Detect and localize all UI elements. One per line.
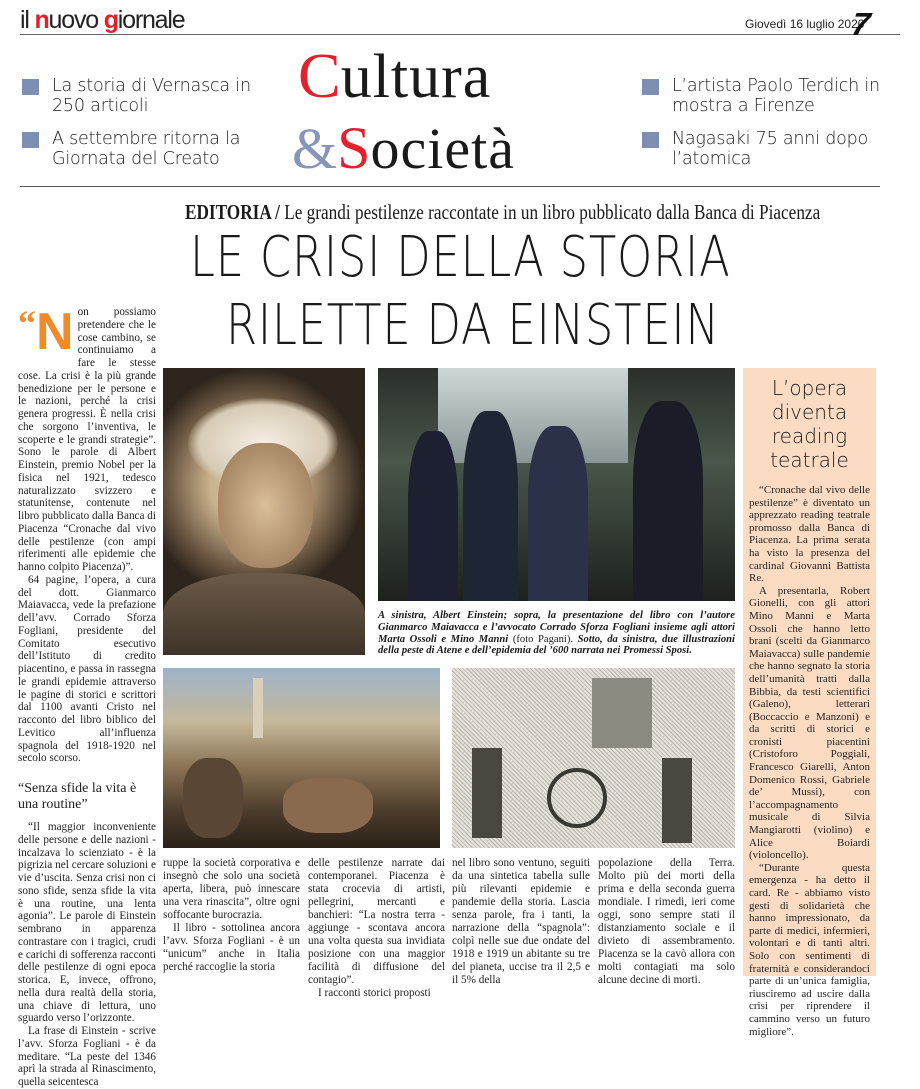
kicker-text: Le grandi pestilenze raccontate in un libro pubblicato dalla Banca di Piacenza: [279, 200, 821, 224]
section-initial-c: C: [298, 40, 341, 111]
paragraph: “Cronache dal vivo delle pestilenze” è diventato un apprezzato reading teatrale promosso dalla Banca di Piacenza. La prima serata ha visto la presenza del cardinal Giovanni Battista Re.: [749, 484, 870, 585]
teasers-left: [22, 76, 262, 182]
teasers-right: [642, 76, 882, 182]
ampersand: &: [292, 116, 338, 181]
logo-part: iornale: [117, 6, 185, 34]
headline-line-1: LE CRISI DELLA STORIA: [190, 225, 731, 290]
subheading: “Senza sfide la vita è una routine”: [18, 781, 137, 812]
section-initial-s: S: [337, 115, 371, 181]
kicker: [185, 200, 821, 225]
page-number: 7: [849, 6, 873, 42]
article-column-5: [598, 857, 735, 987]
paragraph: A presentarla, Robert Gionelli, con gli attori Mino Manni e Marta Ossoli che hanno letto brani (scelti da Gianmarco Maiavacca) sulle pandemie che hanno segnato la storia dell’umanità tratti dalla Bibbia, da testi scientifici (Galeno), letterari (Boccaccio e Manzoni) e da scritti di storici e cronisti piacentini (Cristoforo Poggiali, Francesco Giarelli, Anton Domenico Rossi, Gabriele de’ Mussi), con l’accompagnamento musicale di Silvia Mangiarotti (violino) e Alice Boiardi (violoncello).: [749, 584, 870, 862]
einstein-photo: [163, 368, 365, 655]
drop-letter: N: [36, 303, 74, 361]
section-title-cultura-societa: [292, 40, 612, 184]
article-column-4: [452, 857, 590, 987]
header-rule: [20, 34, 900, 35]
teaser[interactable]: [642, 129, 882, 169]
logo-part: il: [20, 6, 35, 34]
paragraph: ruppe la società corporativa e insegnò che solo una società aperta, libera, può innescare una vera rinascita”, oltre ogni soffocante burocrazia.: [163, 857, 300, 921]
teaser-text: Nagasaki 75 anni dopo l’atomica: [672, 129, 869, 169]
caption-text: Sotto, da sinistra, due illustrazioni della peste di Atene e dell’epidemia del ’600 narrata nei Promessi Sposi.: [378, 633, 735, 657]
section-rule: [20, 186, 880, 187]
logo-part: g: [103, 6, 118, 34]
photo-credit: (foto Pagani).: [512, 633, 574, 645]
section-word-cultura: ultura: [340, 43, 492, 111]
paragraph: nel libro sono ventuno, seguiti da una sintetica tabella sulle più rilevanti epidemie e pandemie della storia. Lascia senza parole, fra i tanti, la narrazione della “spagnola”: colpì nelle sue due ondate del 1918 e 1919 un abitante su tre del pianeta, uccise tra il 2,5 e il 5% della: [452, 857, 590, 986]
book-presentation-photo: [378, 368, 735, 601]
article-column-2: [163, 857, 300, 974]
kicker-label: EDITORIA /: [185, 200, 280, 224]
plague-of-athens-illustration: [163, 668, 440, 848]
paragraph: I racconti storici proposti: [318, 987, 431, 999]
bullet-square-icon: [22, 132, 39, 148]
caption-text: A sinistra, Albert Einstein; sopra, la presentazione del libro con l’autore Gianmarco Maiavacca e l’avvocato Corrado Sforza Fogliani insieme agli attori Marta Ossoli e Mino Manni: [378, 610, 735, 645]
paragraph: “Il maggior inconveniente delle persone e delle nazioni - incalzava lo scienziato - è la pigrizia nel cercare soluzioni e vie d’uscita. Senza crisi non ci sono sfide, senza sfide la vita è una routine, una lenta agonia”. Le parole di Einstein sembrano in apparenza contrastare con i tragici, crudi e carichi di sofferenza racconti delle pestilenze di ogni epoca storica. E, invece, offrono, nella dura realtà della storia, una chiave di lettura, uno sguardo verso l’orizzonte.: [18, 821, 156, 1025]
paragraph: 64 pagine, l’opera, a cura del dott. Gianmarco Maiavacca, vede la prefazione dell’avv. Corrado Sforza Fogliani, presidente del Comitato esecutivo dell’Istituto di credito piacentino, e passa in rassegna le grandi epidemie attraverso le pagine di storici e scrittori dal 1100 avanti Cristo nel racconto del libro biblico del Levitico all’influenza spagnola del 1918-1920 nel secolo scorso.: [18, 573, 156, 765]
headline-line-2: RILETTE DA EINSTEIN: [226, 293, 720, 358]
issue-date: Giovedì 16 luglio 2020: [745, 17, 865, 31]
drop-quote: “: [18, 303, 36, 343]
paragraph: “Durante questa emergenza - ha detto il card. Re - abbiamo visto gesti di solidarietà che hanno impressionato, da parte di medici, infermieri, volontari e di tanti altri. Solo con sentimenti di fraternità e considerandoci parte di un’unica famiglia, riusciremo ad uscire dalla crisi per riprendere il cammino verso un futuro migliore”.: [749, 861, 870, 1038]
teaser[interactable]: [22, 129, 262, 169]
article-column-1: [18, 303, 156, 1089]
photo-caption: [378, 610, 735, 657]
paragraph: popolazione della Terra. Molto più dei morti della prima e della seconda guerra mondiale. I rimedi, ieri come oggi, sono sempre stati il distanziamento sociale e il divieto di assembramento. Piacenza se la cavò allora con molti contagiati ma solo alcune decine di morti.: [598, 857, 735, 986]
paragraph: La frase di Einstein - scrive l’avv. Sforza Fogliani - è da meditare. “La peste del 1346 aprì la strada al Rinascimento, quella seicentesca: [18, 1025, 156, 1088]
newspaper-logo: [20, 6, 184, 35]
teaser[interactable]: [642, 76, 882, 116]
section-word-societa: ocietà: [370, 116, 515, 181]
drop-cap: [18, 302, 74, 362]
section-title-line-1: [298, 40, 492, 111]
teaser[interactable]: [22, 76, 262, 116]
bullet-square-icon: [22, 79, 39, 95]
sidebar-title: L’opera diventa reading teatrale: [770, 376, 849, 472]
logo-part: uovo: [48, 6, 104, 34]
teaser-text: A settembre ritorna la Giornata del Creato: [52, 129, 241, 169]
bullet-square-icon: [642, 132, 659, 148]
teaser-text: L’artista Paolo Terdich in mostra a Firenze: [672, 76, 880, 116]
logo-part: n: [34, 6, 49, 34]
section-title-line-2: [292, 115, 515, 181]
sidebar-box: [743, 368, 876, 1038]
promessi-sposi-plague-engraving: [452, 668, 735, 848]
bullet-square-icon: [642, 79, 659, 95]
paragraph: Il libro - sottolinea ancora l’avv. Sforza Fogliani - è un “unicum” anche in Italia perché raccoglie la storia: [163, 922, 300, 973]
paragraph: on possiamo pretendere che le cose cambino, se continuiamo a fare le stesse cose. La crisi è la più grande benedizione per le persone e le nazioni, perché la crisi genera progressi. È nella crisi che sorgono l’inventiva, le scoperte e le grandi strategie”. Sono le parole di Albert Einstein, premio Nobel per la fisica nel 1921, tedesco naturalizzato svizzero e statunitense, contenute nel libro pubblicato dalla Banca di Piacenza “Cronache dal vivo delle pestilenze (con ampi riferimenti alle epidemie che hanno colpito Piacenza)”.: [18, 306, 156, 573]
paragraph: delle pestilenze narrate dai contemporanei. Piacenza è stata crocevia di artisti, pellegrini, mercanti e banchieri: “La nostra terra - aggiunge - scontava ancora una volta questa sua invidiata posizione con una maggior facilità di diffusione del contagio”.: [308, 857, 445, 986]
article-column-3: [308, 857, 445, 1000]
teaser-text: La storia di Vernasca in 250 articoli: [52, 76, 251, 116]
